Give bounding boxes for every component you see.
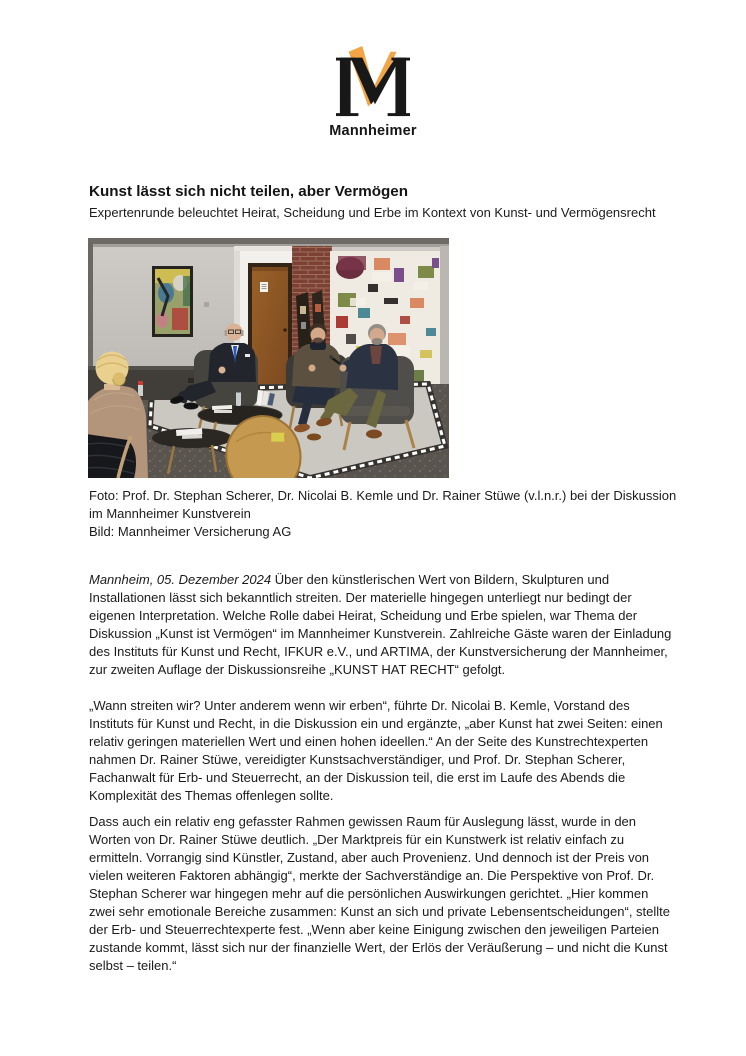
- mannheimer-logo-mark: [336, 44, 410, 118]
- subtitle: Expertenrunde beleuchtet Heirat, Scheidung und Erbe im Kontext von Kunst- und Vermögensrecht: [89, 205, 656, 220]
- photo-caption: [89, 487, 676, 541]
- photo-caption-line-3: Bild: Mannheimer Versicherung AG: [89, 524, 292, 539]
- article-photo: [88, 238, 449, 478]
- panel-discussion-photo: [88, 238, 449, 478]
- logo-black-m: [336, 58, 410, 116]
- photo-caption-line-1: Foto: Prof. Dr. Stephan Scherer, Dr. Nicolai B. Kemle und Dr. Rainer Stüwe (v.l.n.r.) bei der Diskussion: [89, 488, 677, 503]
- paragraph-lead: [89, 571, 677, 679]
- photo-painting-left: [152, 266, 193, 337]
- dateline: Mannheim, 05. Dezember 2024: [89, 572, 272, 587]
- photo-caption-line-2: im Mannheimer Kunstverein: [89, 506, 251, 521]
- brand-name: Mannheimer: [329, 123, 417, 139]
- page-title: Kunst lässt sich nicht teilen, aber Vermögen: [89, 183, 409, 200]
- paragraph-lead-text: Über den künstlerischen Wert von Bildern, Skulpturen und Installationen lässt sich bekanntlich streiten. Der materielle hingegen unterliegt nur bedingt der eigenen Interpretation. Welche Rolle dabei Heirat, Scheidung und Erbe spielen, war Thema der Diskussion „Kunst ist Vermögen“ im Mannheimer Kunstverein. Zahlreiche Gäste waren der Einladung des Instituts für Kunst und Recht, IFKUR e.V., und ARTIMA, der Kunstversicherung der Mannheimer, zur zweiten Auflage der Diskussionsreihe „KUNST HAT RECHT“ gefolgt.: [89, 572, 672, 677]
- paragraph-3: Dass auch ein relativ eng gefasster Rahmen gewissen Raum für Auslegung lässt, wurde in den Worten von Dr. Rainer Stüwe deutlich. „Der Marktpreis für ein Kunstwerk ist relativ einfach zu ermitteln. Vorrangig sind Künstler, Zustand, aber auch Provenienz. Und dennoch ist der Preis von vielen weiteren Faktoren abhängig“, merkte der Sachverständige an. Die Perspektive von Prof. Dr. Stephan Scherer war hingegen mehr auf die persönlichen Auswirkungen gerichtet. „Hier kommen zwei sehr emotionale Bereiche zusammen: Kunst an sich und private Lebensentscheidungen“, stellte der Erb- und Steuerrechtexperte fest. „Wenn aber keine Einigung zwischen den jeweiligen Parteien zustande kommt, lässt sich nur der finanzielle Wert, der Erlös der Veräußerung – und nicht die Kunst selbst – teilen.“: [89, 814, 671, 973]
- mannheimer-logo: [0, 44, 746, 139]
- paragraph-2: „Wann streiten wir? Unter anderem wenn wir erben“, führte Dr. Nicolai B. Kemle, Vorstand des Instituts für Kunst und Recht, in die Diskussion ein und ergänzte, „aber Kunst hat zwei Seiten: einen relativ geringen materiellen Wert und einen hohen ideellen.“ An der Seite des Kunstrechtexperten nahmen Dr. Rainer Stüwe, vereidigter Kunstsachverständiger, und Prof. Dr. Stephan Scherer, Fachanwalt für Erb- und Steuerrecht, an der Diskussion teil, die erst im Laufe des Abends die Komplexität des Themas offenlegen sollte.: [89, 698, 663, 803]
